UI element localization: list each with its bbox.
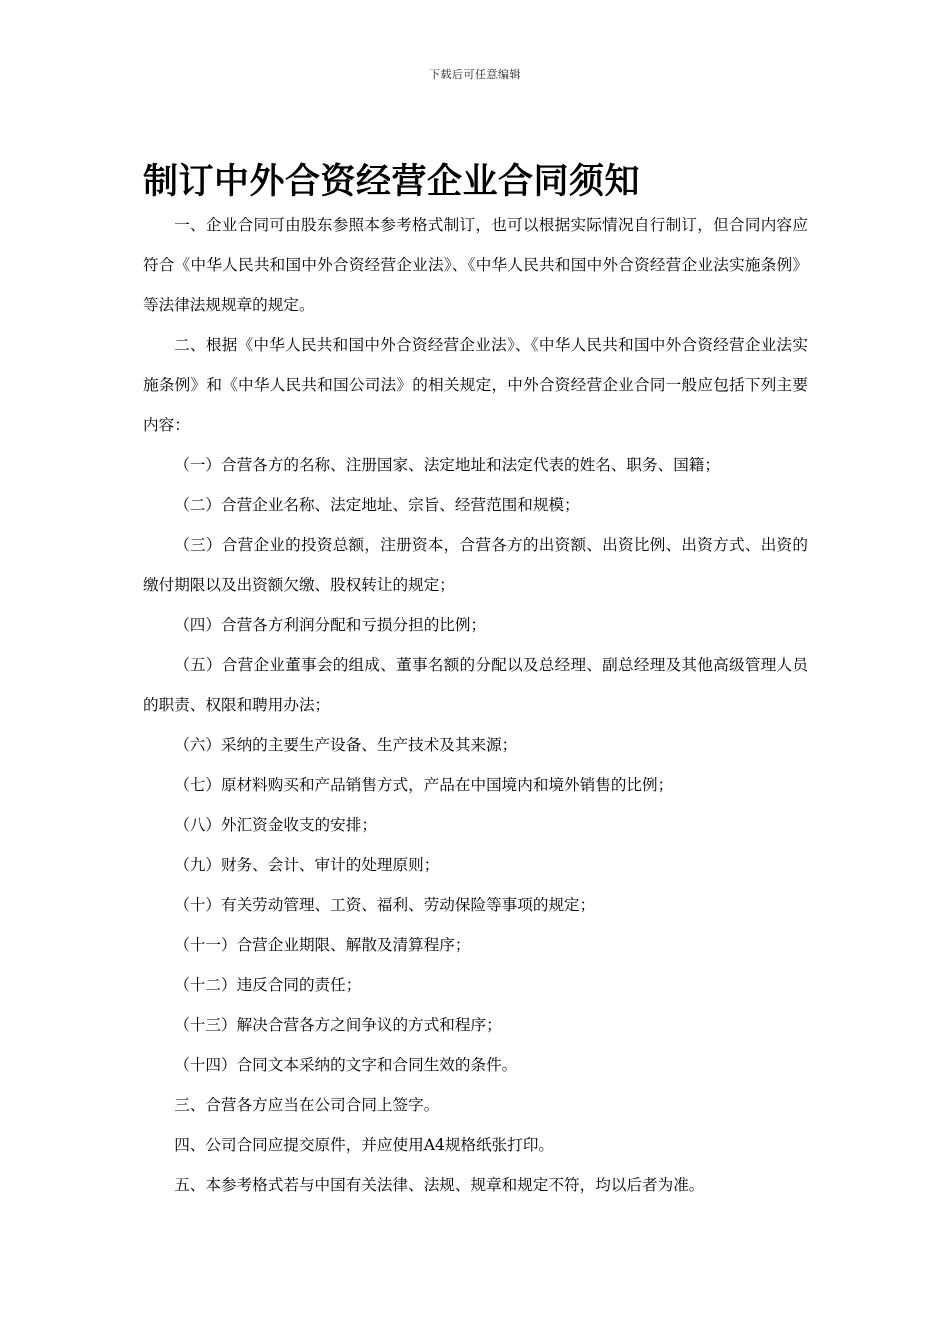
- list-item-4: （四）合营各方利润分配和亏损分担的比例；: [174, 616, 487, 634]
- paragraph-4: 四、公司合同应提交原件，并应使用A4规格纸张打印。: [174, 1136, 555, 1154]
- list-item-8: （八）外汇资金收支的安排；: [174, 816, 377, 834]
- paragraph-3: 三、合营各方应当在公司合同上签字。: [174, 1096, 440, 1114]
- list-item-11: （十一）合营企业期限、解散及清算程序；: [174, 936, 471, 954]
- list-item-14: （十四）合同文本采纳的文字和合同生效的条件。: [174, 1056, 518, 1074]
- document-title: 制订中外合资经营企业合同须知: [143, 162, 641, 202]
- paragraph-2: 二、根据《中华人民共和国中外合资经营企业法》、《中华人民共和国中外合资经营企业法实施条例》和《中华人民共和国公司法》的相关规定，中外合资经营企业合同一般应包括下列主要内容：: [143, 336, 808, 434]
- list-item-3: （三）合营企业的投资总额，注册资本，合营各方的出资额、出资比例、出资方式、出资的缴付期限以及出资额欠缴、股权转让的规定；: [143, 536, 808, 594]
- header-note: 下载后可任意编辑: [429, 68, 521, 81]
- document-body: [143, 205, 808, 1205]
- list-item-9: （九）财务、会计、审计的处理原则；: [174, 856, 440, 874]
- list-item-7: （七）原材料购买和产品销售方式，产品在中国境内和境外销售的比例；: [174, 776, 674, 794]
- list-item-5: （五）合营企业董事会的组成、董事名额的分配以及总经理、副总经理及其他高级管理人员的职责、权限和聘用办法；: [143, 656, 808, 714]
- list-item-1: （一）合营各方的名称、注册国家、法定地址和法定代表的姓名、职务、国籍；: [174, 456, 720, 474]
- paragraph-1: 一、企业合同可由股东参照本参考格式制订，也可以根据实际情况自行制订，但合同内容应符合《中华人民共和国中外合资经营企业法》、《中华人民共和国中外合资经营企业法实施条例》等法律法规规章的规定。: [143, 216, 808, 314]
- list-item-2: （二）合营企业名称、法定地址、宗旨、经营范围和规模；: [174, 496, 580, 514]
- list-item-12: （十二）违反合同的责任；: [174, 976, 362, 994]
- paragraph-5: 五、本参考格式若与中国有关法律、法规、规章和规定不符，均以后者为准。: [174, 1176, 705, 1194]
- list-item-6: （六）采纳的主要生产设备、生产技术及其来源；: [174, 736, 518, 754]
- list-item-10: （十）有关劳动管理、工资、福利、劳动保险等事项的规定；: [174, 896, 596, 914]
- list-item-13: （十三）解决合营各方之间争议的方式和程序；: [174, 1016, 502, 1034]
